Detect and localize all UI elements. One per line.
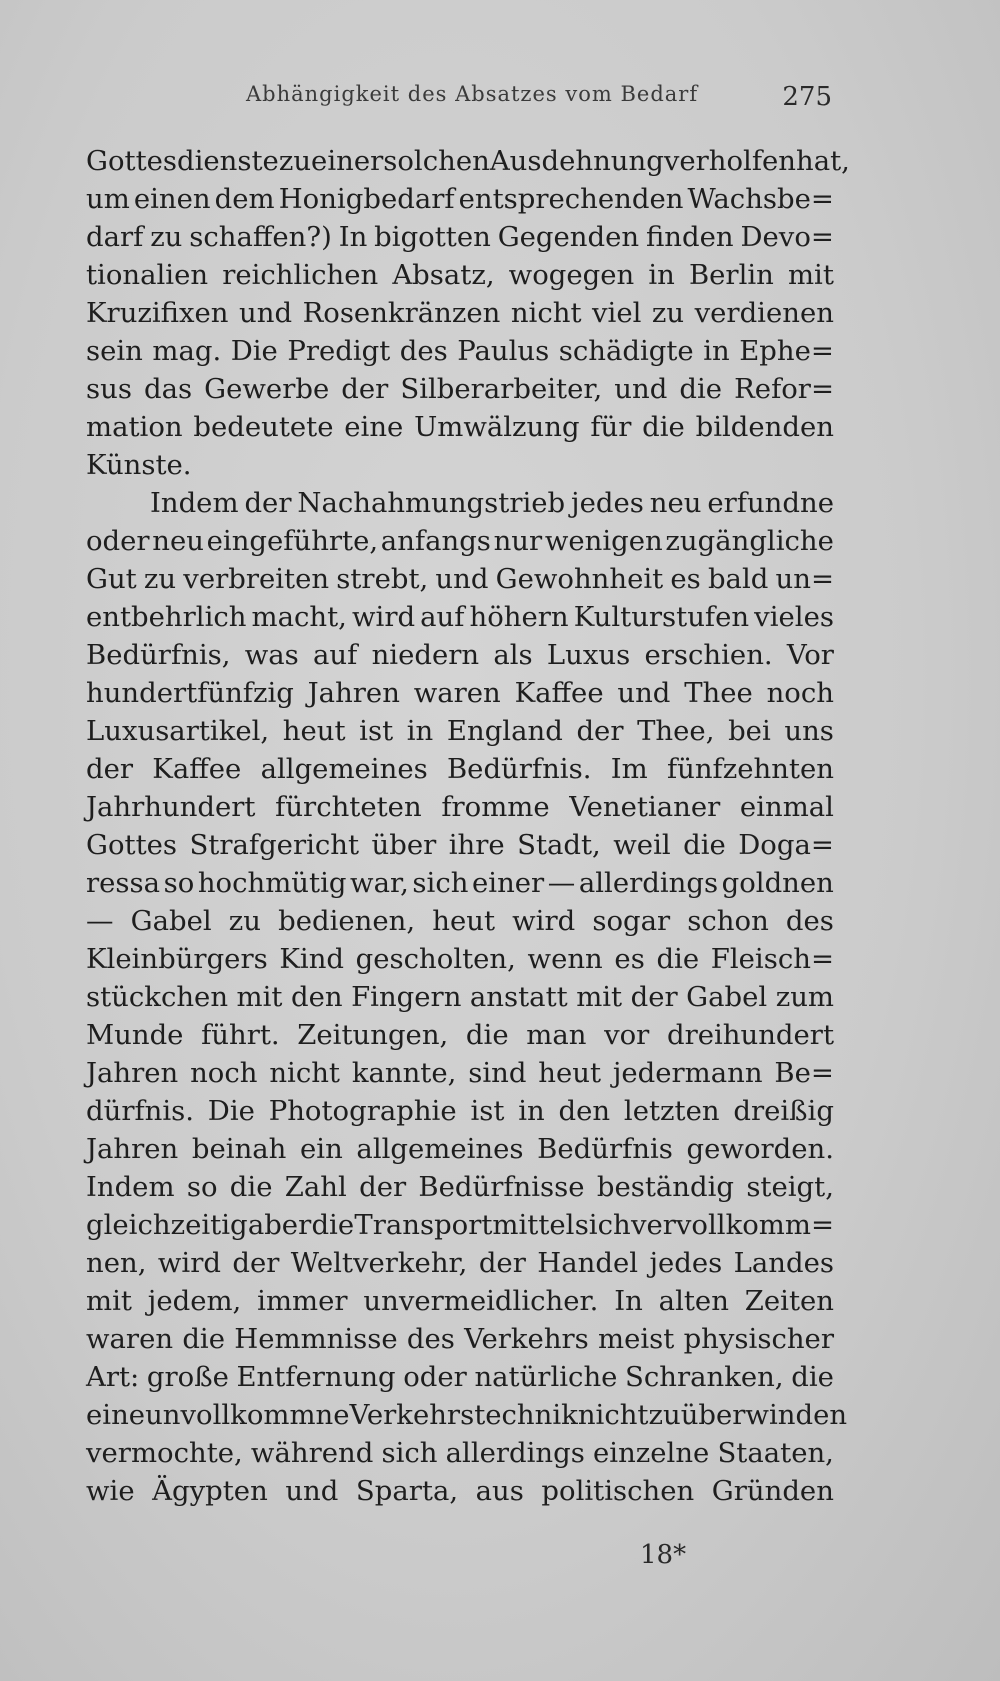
body-text [86,142,850,1510]
page-header [86,82,832,118]
text-line: mit jedem, immer unvermeidlicher. In alten Zeiten [86,1285,834,1317]
text-line: hundertfünfzig Jahren waren Kaffee und Thee noch [86,677,834,709]
text-line: oder neu eingeführte, anfangs nur wenigen zugängliche [86,525,834,557]
text-line: Jahren beinah ein allgemeines Bedürfnis geworden. [86,1133,834,1165]
running-head: Abhängigkeit des Absatzes vom Bedarf [246,82,699,106]
text-line: Jahrhundert fürchteten fromme Venetianer einmal [86,791,834,823]
text-line: vermochte, während sich allerdings einzelne Staaten, [86,1437,834,1469]
text-line: tionalien reichlichen Absatz, wogegen in Berlin mit [86,259,834,291]
text-line: Gottes Strafgericht über ihre Stadt, weil die Doga= [86,829,834,861]
text-line: Art: große Entfernung oder natürliche Schranken, die [86,1361,834,1393]
paragraph [86,142,850,484]
text-line: — Gabel zu bedienen, heut wird sogar schon des [86,905,834,937]
text-line: Indem der Nachahmungstrieb jedes neu erfundne [150,487,834,519]
text-line: Kleinbürgers Kind gescholten, wenn es die Fleisch= [86,943,834,975]
text-line: Jahren noch nicht kannte, sind heut jedermann Be= [86,1057,834,1089]
text-line: eine unvollkommne Verkehrstechnik nicht zu überwinden [86,1399,848,1431]
text-line: mation bedeutete eine Umwälzung für die bildenden [86,411,834,443]
text-line: ressa so hochmütig war, sich einer — allerdings goldnen [86,867,834,899]
text-line: stückchen mit den Fingern anstatt mit der Gabel zum [86,981,834,1013]
text-line: Gottesdienste zu einer solchen Ausdehnung verholfen hat, [86,145,850,177]
text-line: nen, wird der Weltverkehr, der Handel jedes Landes [86,1247,834,1279]
text-line: entbehrlich macht, wird auf höhern Kulturstufen vieles [86,601,834,633]
text-line: Luxusartikel, heut ist in England der Thee, bei uns [86,715,834,747]
text-line: Künste. [86,449,192,481]
text-line: sein mag. Die Predigt des Paulus schädigte in Ephe= [86,335,834,367]
text-line: Munde führt. Zeitungen, die man vor dreihundert [86,1019,834,1051]
signature-mark: 18* [640,1540,687,1570]
paragraph [86,484,848,1510]
text-line: dürfnis. Die Photographie ist in den letzten dreißig [86,1095,834,1127]
text-line: um einen dem Honigbedarf entsprechenden Wachsbe= [86,183,834,215]
text-line: gleichzeitig aber die Transportmittel sich vervollkomm= [86,1209,834,1241]
text-line: Kruzifixen und Rosenkränzen nicht viel zu verdienen [86,297,834,329]
text-line: Indem so die Zahl der Bedürfnisse beständig steigt, [86,1171,834,1203]
text-line: Gut zu verbreiten strebt, und Gewohnheit es bald un= [86,563,834,595]
text-line: der Kaffee allgemeines Bedürfnis. Im fünfzehnten [86,753,834,785]
text-line: wie Ägypten und Sparta, aus politischen Gründen [86,1475,834,1507]
text-line: darf zu schaffen?) In bigotten Gegenden finden Devo= [86,221,834,253]
text-line: sus das Gewerbe der Silberarbeiter, und die Refor= [86,373,834,405]
text-line: waren die Hemmnisse des Verkehrs meist physischer [86,1323,834,1355]
page-number: 275 [782,82,832,112]
text-line: Bedürfnis, was auf niedern als Luxus erschien. Vor [86,639,834,671]
